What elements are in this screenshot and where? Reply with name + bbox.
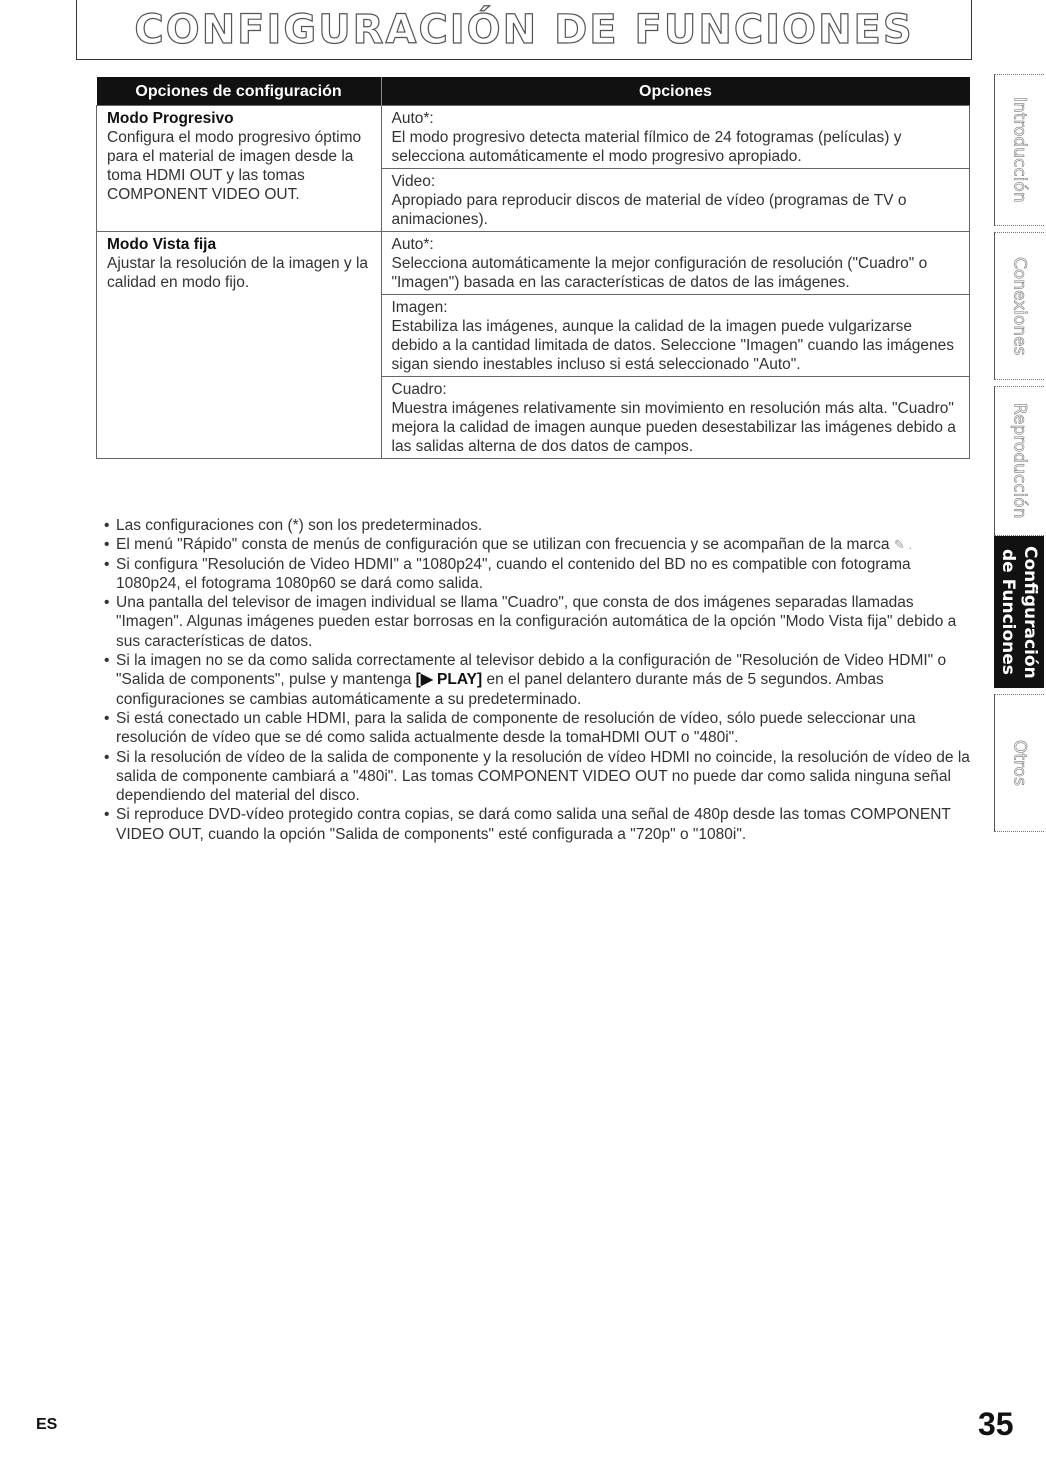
option-description: Muestra imágenes relativamente sin movimiento en resolución más alta. "Cuadro" mejora la calidad de imagen aunque pueden desestabilizar las imágenes debido a las salidas alterna de dos datos de campos. bbox=[391, 400, 956, 455]
note-text: El menú "Rápido" consta de menús de configuración que se utilizan con frecuencia y se acompañan de la marca bbox=[116, 536, 890, 554]
note-item: • Las configuraciones con (*) son los predeterminados. bbox=[104, 516, 972, 535]
option-head: Auto*: bbox=[391, 110, 434, 127]
option-cell bbox=[381, 377, 970, 459]
note-item: • Si la resolución de vídeo de la salida de componente y la resolución de vídeo HDMI no coincide, la resolución de vídeo de la salida de componente cambiará a "480i". Las tomas COMPONENT VIDEO OUT no puede dar como salida ninguna señal dependiendo del material del disco. bbox=[104, 748, 972, 806]
note-text: en el panel delantero durante más de 5 segundos. Ambas configuraciones se cambias automáticamente a su predeterminado. bbox=[116, 671, 884, 708]
tab-otros[interactable] bbox=[994, 694, 1044, 832]
notes-list bbox=[104, 516, 972, 844]
note-item: • Si reproduce DVD-vídeo protegido contra copias, se dará como salida una señal de 480p desde las tomas COMPONENT VIDEO OUT, cuando la opción "Salida de components" esté configurada a "720p" o "1080i". bbox=[104, 805, 972, 844]
page-title: CONFIGURACIÓN DE FUNCIONES bbox=[134, 6, 914, 53]
option-cell bbox=[381, 295, 970, 377]
language-code: ES bbox=[36, 1416, 58, 1433]
tab-conexiones[interactable] bbox=[994, 232, 1044, 380]
table-row bbox=[97, 106, 970, 169]
note-item: • Si configura "Resolución de Video HDMI" a "1080p24", cuando el contenido del BD no es compatible con fotograma 1080p24, el fotograma 1080p60 se dará como salida. bbox=[104, 555, 972, 594]
option-cell bbox=[381, 169, 970, 232]
quick-mark-icon: ✎ . bbox=[893, 537, 912, 553]
tab-introduccion[interactable] bbox=[994, 74, 1044, 226]
settings-table bbox=[96, 77, 970, 459]
setting-cell bbox=[97, 232, 382, 459]
option-head: Auto*: bbox=[391, 236, 434, 253]
setting-name: Modo Vista fija bbox=[107, 236, 217, 253]
option-cell bbox=[381, 106, 970, 169]
note-item bbox=[104, 651, 972, 709]
option-description: Selecciona automáticamente la mejor configuración de resolución ("Cuadro" o "Imagen") basada en las características de datos de las imágenes. bbox=[391, 255, 928, 291]
note-item bbox=[104, 535, 972, 554]
tab-reproduccion[interactable] bbox=[994, 386, 1044, 536]
page-number: 35 bbox=[978, 1406, 1014, 1442]
option-head: Video: bbox=[391, 173, 436, 190]
column-header-settings: Opciones de configuración bbox=[97, 77, 382, 106]
tab-label: Introducción bbox=[1009, 97, 1030, 203]
column-header-options: Opciones bbox=[381, 77, 970, 106]
setting-description: Configura el modo progresivo óptimo para el material de imagen desde la toma HDMI OUT y las tomas COMPONENT VIDEO OUT. bbox=[107, 129, 362, 203]
table-row bbox=[97, 232, 970, 295]
option-cell bbox=[381, 232, 970, 295]
option-description: Apropiado para reproducir discos de material de vídeo (programas de TV o animaciones). bbox=[391, 192, 907, 228]
note-text: Si la imagen no se da como salida correctamente al televisor debido a la configuración de "Resolución de Video HDMI" o "Salida de components", pulse y mantenga bbox=[116, 652, 947, 689]
tab-configuracion-de-funciones[interactable] bbox=[994, 536, 1044, 688]
option-description: El modo progresivo detecta material fílmico de 24 fotogramas (películas) y selecciona automáticamente el modo progresivo apropiado. bbox=[391, 129, 902, 165]
setting-name: Modo Progresivo bbox=[107, 110, 234, 127]
setting-description: Ajustar la resolución de la imagen y la calidad en modo fijo. bbox=[107, 255, 369, 291]
note-item: • Si está conectado un cable HDMI, para la salida de componente de resolución de vídeo, sólo puede seleccionar una resolución de vídeo que se dé como salida actualmente desde la tomaHDMI OUT o "480i". bbox=[104, 709, 972, 748]
title-frame bbox=[76, 0, 972, 60]
table-header-row bbox=[97, 77, 970, 106]
tab-label: Configuración de Funciones bbox=[998, 545, 1040, 679]
play-button-label: [▶ PLAY] bbox=[415, 671, 483, 689]
tab-label: Otros bbox=[1009, 740, 1030, 786]
option-description: Estabiliza las imágenes, aunque la calidad de la imagen puede vulgarizarse debido a la cantidad limitada de datos. Seleccione "Imagen" cuando las imágenes sigan siendo inestables incluso si está seleccionado "Auto". bbox=[391, 318, 954, 373]
tab-label: Conexiones bbox=[1009, 256, 1030, 356]
option-head: Cuadro: bbox=[391, 381, 447, 398]
note-item: • Una pantalla del televisor de imagen individual se llama "Cuadro", que consta de dos imágenes separadas llamadas "Imagen". Algunas imágenes pueden estar borrosas en la configuración automática de la opción "Modo Vista fija" debido a sus características de datos. bbox=[104, 593, 972, 651]
tab-label: Reproducción bbox=[1009, 403, 1030, 519]
setting-cell bbox=[97, 106, 382, 232]
option-head: Imagen: bbox=[391, 299, 448, 316]
